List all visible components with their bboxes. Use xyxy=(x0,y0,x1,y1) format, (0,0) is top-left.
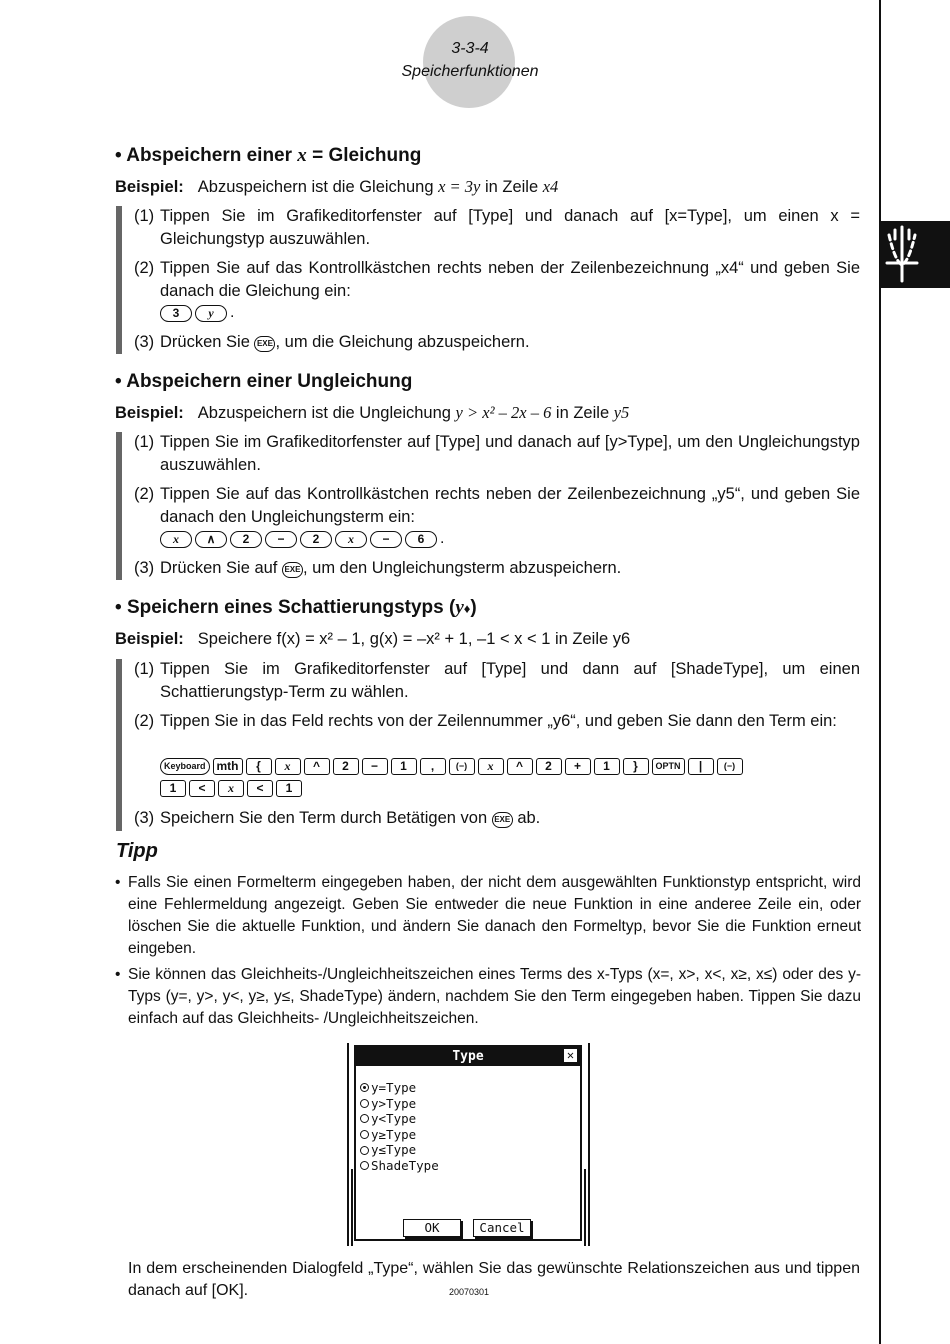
tipp-bullet: • Sie können das Gleichheits-/Ungleichheitszeichen eines Terms des x-Typs (x=, x>, x<, x≥, x≤) oder des y-Typs (y=, y>, y<, y≥, y≤, ShadeType) ändern, nachdem Sie den Term eingegeben haben. Tippen Sie dazu einfach auf das Gleichheits- /Ungleichheitszeichen. xyxy=(115,966,861,1027)
step-2: (2) Tippen Sie auf das Kontrollkästchen rechts neben der Zeilenbezeichnung „x4“ und geben Sie danach die Gleichung ein: xyxy=(134,259,860,300)
key-y: y xyxy=(195,305,227,322)
option-y-greater[interactable]: y>Type xyxy=(360,1096,439,1112)
radio-icon xyxy=(360,1161,369,1170)
step-3: (3) Drücken Sie auf EXE , um den Ungleichungsterm abzuspeichern. xyxy=(134,559,622,577)
key: 2 xyxy=(333,758,359,775)
step-3: (3) Drücken Sie EXE , um die Gleichung abzuspeichern. xyxy=(134,333,530,351)
example-line: Beispiel: Speichere f(x) = x² – 1, g(x) = –x² + 1, –1 < x < 1 in Zeile y6 xyxy=(115,630,631,648)
closing-text: In dem erscheinenden Dialogfeld „Type“, wählen Sie das gewünschte Relationszeichen aus und tippen danach auf [OK]. xyxy=(128,1260,860,1299)
example-label: Beispiel: xyxy=(115,630,184,648)
key: x xyxy=(335,531,367,548)
key: x xyxy=(478,758,504,775)
key-sequence: x ∧ 2 − 2 x − 6 . xyxy=(160,530,444,548)
key: 2 xyxy=(536,758,562,775)
key: 1 xyxy=(391,758,417,775)
heading-save-x-equation: • Abspeichern einer x = Gleichung xyxy=(115,145,422,166)
key: (−) xyxy=(717,758,743,775)
option-y-less-equal[interactable]: y≤Type xyxy=(360,1142,439,1158)
radio-icon xyxy=(360,1146,369,1155)
keyboard-key: Keyboard xyxy=(160,758,210,775)
key: 6 xyxy=(405,531,437,548)
key: 1 xyxy=(276,780,302,797)
key: + xyxy=(565,758,591,775)
close-icon[interactable]: ✕ xyxy=(564,1049,577,1062)
step-2: (2) Tippen Sie auf das Kontrollkästchen rechts neben der Zeilenbezeichnung „y5“, und geben Sie danach den Ungleichungsterm ein: xyxy=(134,485,860,526)
key: , xyxy=(420,758,446,775)
graph-icon xyxy=(881,221,950,288)
step-sidebar xyxy=(116,206,122,354)
key: OPTN xyxy=(652,758,685,775)
key-sequence: 3 y . xyxy=(160,304,234,322)
key: ^ xyxy=(304,758,330,775)
step-sidebar xyxy=(116,659,122,831)
key: < xyxy=(247,780,273,797)
key: { xyxy=(246,758,272,775)
key: x xyxy=(160,531,192,548)
dialog-title: Type ✕ xyxy=(356,1047,580,1066)
section-number: 3-3-4 xyxy=(451,40,489,57)
key-3: 3 xyxy=(160,305,192,322)
key: ∧ xyxy=(195,531,227,548)
step-3: (3) Speichern Sie den Term durch Betätigen von EXE ab. xyxy=(134,809,541,827)
key: 2 xyxy=(300,531,332,548)
option-y-greater-equal[interactable]: y≥Type xyxy=(360,1127,439,1143)
radio-icon xyxy=(360,1130,369,1139)
key: 2 xyxy=(230,531,262,548)
key: 1 xyxy=(594,758,620,775)
diamond-icon: ♦ xyxy=(463,601,471,616)
step-1: (1) Tippen Sie im Grafikeditorfenster auf [Type] und danach auf [y>Type], um den Ungleichungstyp auszuwählen. xyxy=(134,433,860,474)
key: mth xyxy=(213,758,243,775)
section-title: Speicherfunktionen xyxy=(401,63,539,80)
type-dialog xyxy=(354,1045,582,1241)
header-circle xyxy=(423,16,515,108)
heading-save-inequality: • Abspeichern einer Ungleichung xyxy=(115,371,413,392)
radio-selected-icon xyxy=(360,1083,369,1092)
key: − xyxy=(370,531,402,548)
key: − xyxy=(362,758,388,775)
example-line: Beispiel: Abzuspeichern ist die Ungleichung y > x² – 2x – 6 in Zeile y5 xyxy=(115,403,630,422)
key: 1 xyxy=(160,780,186,797)
option-shade-type[interactable]: ShadeType xyxy=(360,1158,439,1174)
cancel-button[interactable]: Cancel xyxy=(473,1219,531,1237)
key: < xyxy=(189,780,215,797)
step-2: (2) Tippen Sie in das Feld rechts von der Zeilennummer „y6“, und geben Sie dann den Term ein: xyxy=(134,712,837,730)
key: ^ xyxy=(507,758,533,775)
step-sidebar xyxy=(116,432,122,580)
radio-icon xyxy=(360,1114,369,1123)
footer-code: 20070301 xyxy=(449,1287,490,1297)
example-label: Beispiel: xyxy=(115,404,184,422)
key-sequence-row1 xyxy=(160,758,743,775)
key: − xyxy=(265,531,297,548)
key: x xyxy=(275,758,301,775)
ok-button[interactable]: OK xyxy=(403,1219,461,1237)
example-label: Beispiel: xyxy=(115,178,184,196)
radio-icon xyxy=(360,1099,369,1108)
option-y-less[interactable]: y<Type xyxy=(360,1111,439,1127)
step-1: (1) Tippen Sie im Grafikeditorfenster auf [Type] und danach auf [x=Type], um einen x = Gleichungstyp auszuwählen. xyxy=(134,207,860,248)
key: (−) xyxy=(449,758,475,775)
tipp-heading: Tipp xyxy=(116,840,158,862)
example-line: Beispiel: Abzuspeichern ist die Gleichung x = 3y in Zeile x4 xyxy=(115,177,559,196)
type-options xyxy=(360,1080,439,1174)
tipp-bullet: • Falls Sie einen Formelterm eingegeben haben, der nicht dem ausgewählten Funktionstyp entspricht, wird eine Fehlermeldung angezeigt. Geben Sie entweder die neue Funktion in eine anderee Zeile ein, oder löschen Sie die aktuelle Funktion, und ändern Sie danach den Formeltyp, bevor Sie die Funktion erneut eingeben. xyxy=(115,874,861,957)
exe-key: EXE xyxy=(254,336,275,352)
exe-key: EXE xyxy=(492,812,513,828)
key: x xyxy=(218,780,244,797)
option-y-equal[interactable]: y=Type xyxy=(360,1080,439,1096)
heading-save-shade-type: • Speichern eines Schattierungstyps (y♦) xyxy=(115,597,477,618)
step-1: (1) Tippen Sie im Grafikeditorfenster auf [Type] und dann auf [ShadeType], um einen Schattierungstyp-Term zu wählen. xyxy=(134,660,860,701)
type-dialog-screenshot xyxy=(347,1043,591,1246)
key: | xyxy=(688,758,714,775)
key: } xyxy=(623,758,649,775)
key-sequence-row2 xyxy=(160,780,302,797)
chapter-thumb-tab xyxy=(881,221,950,288)
exe-key: EXE xyxy=(282,562,303,578)
page-edge-line xyxy=(879,0,881,1344)
